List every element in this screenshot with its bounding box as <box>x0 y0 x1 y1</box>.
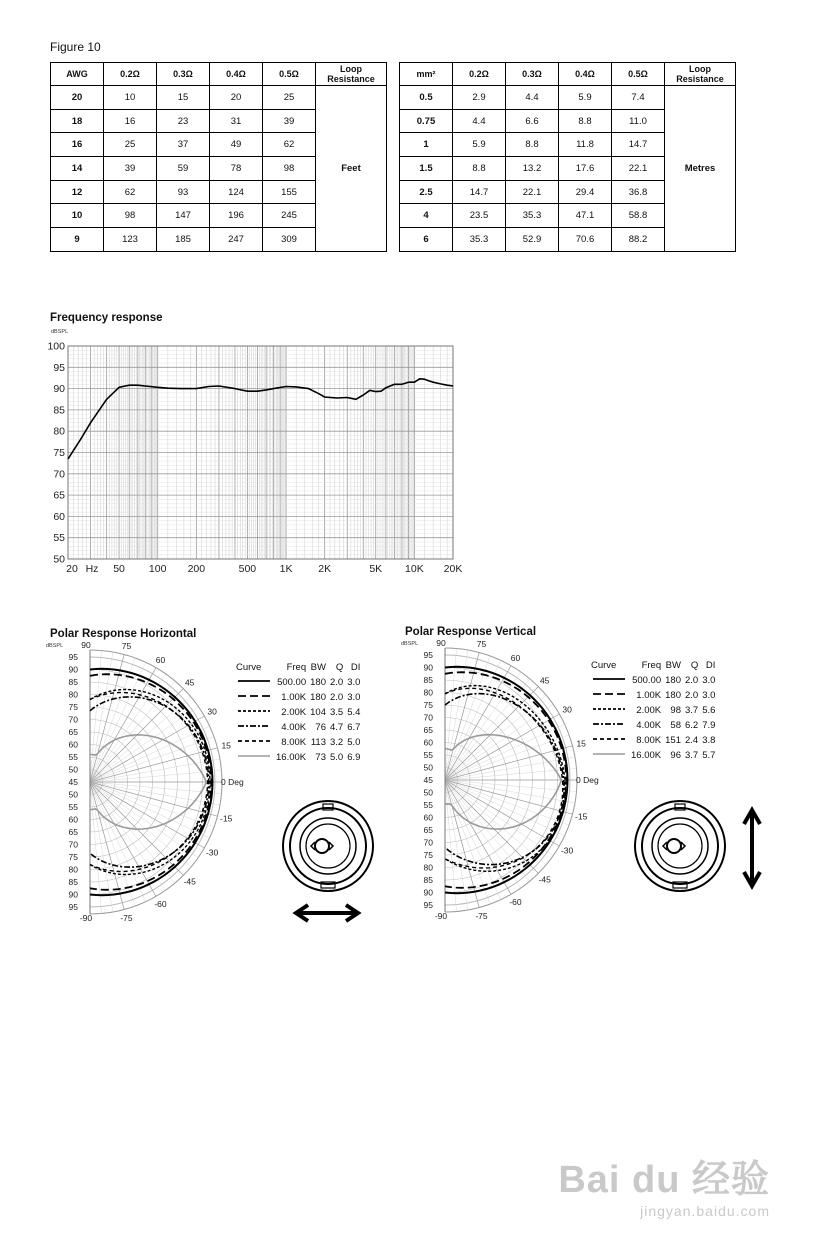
angle-tick-label: -60 <box>154 899 167 910</box>
angle-tick-label: -45 <box>538 874 551 885</box>
angle-tick-label: 30 <box>562 704 572 715</box>
angle-tick-label: -75 <box>120 913 133 924</box>
x-tick-label: 20 <box>66 563 78 575</box>
radial-tick-label: 50 <box>423 787 433 798</box>
legend-cell: 3.7 <box>684 750 699 761</box>
angle-tick-label: 90 <box>436 638 446 648</box>
radial-tick-label: 50 <box>68 764 78 775</box>
x-tick-label: 50 <box>113 563 125 575</box>
legend-header-cell: DI <box>705 660 716 671</box>
table-cell: 11.0 <box>612 109 665 133</box>
angle-tick-label: -30 <box>205 847 219 858</box>
legend-cell: 113 <box>310 737 326 748</box>
legend-swatch <box>234 705 274 720</box>
polar-grid-spoke <box>90 782 210 838</box>
y-tick-label: 100 <box>47 340 65 353</box>
y-tick-label: 75 <box>53 447 65 459</box>
legend-cell: 8.00K <box>281 737 307 748</box>
legend-row <box>234 675 362 690</box>
header-cell: Loop Resistance <box>316 63 387 86</box>
radial-tick-label: 65 <box>68 727 78 737</box>
x-tick-label: 2K <box>318 563 332 575</box>
polar-vertical-chart <box>385 638 599 923</box>
legend-cell: 96 <box>670 750 681 761</box>
legend-cell: 2.0 <box>684 675 699 686</box>
radial-tick-label: 60 <box>68 814 78 825</box>
polar-grid-spoke <box>445 746 573 780</box>
radial-tick-label: 75 <box>423 700 433 710</box>
row-header-cell: 0.5 <box>400 86 453 110</box>
row-header-cell: 6 <box>400 228 453 252</box>
angle-tick-label: -60 <box>509 897 522 908</box>
table-cell: 309 <box>263 228 316 252</box>
header-cell: 0.3Ω <box>157 63 210 86</box>
y-tick-label: 50 <box>53 553 65 566</box>
table-cell: 185 <box>157 228 210 252</box>
legend-cell: 180 <box>665 690 681 701</box>
table-cell: 14.7 <box>453 180 506 204</box>
legend-cell: 500.00 <box>277 677 307 688</box>
legend-header-cell: Curve <box>591 660 617 671</box>
legend-header-cell: BW <box>310 662 326 673</box>
legend-cell: 180 <box>310 692 326 703</box>
polar-grid-spoke <box>90 782 218 816</box>
legend-row <box>234 735 362 750</box>
table-cell: 6.6 <box>506 109 559 133</box>
radial-tick-label: 80 <box>68 689 78 700</box>
angle-tick-label: -75 <box>475 911 488 922</box>
watermark <box>558 1148 770 1219</box>
watermark-url: jingyan.baidu.com <box>640 1203 770 1219</box>
radial-tick-label: 90 <box>68 889 78 900</box>
frequency-response-line <box>68 379 453 459</box>
unit-cell: Metres <box>665 86 736 252</box>
angle-tick-label: -15 <box>220 813 233 824</box>
x-tick-label: 10K <box>405 563 424 575</box>
legend-cell: 6.7 <box>347 722 361 733</box>
legend-swatch <box>234 750 274 765</box>
angle-tick-label: 0 Deg <box>221 777 244 787</box>
header-cell: 0.2Ω <box>104 63 157 86</box>
table-cell: 4.4 <box>453 109 506 133</box>
legend-header-cell: Q <box>690 660 699 671</box>
legend-row <box>234 750 362 765</box>
table-cell: 15 <box>157 86 210 110</box>
radial-tick-label: 85 <box>423 875 433 885</box>
radial-tick-label: 55 <box>423 800 433 810</box>
table-cell: 25 <box>104 133 157 157</box>
table-cell: 39 <box>263 109 316 133</box>
legend-row <box>234 720 362 735</box>
legend-swatch <box>589 718 629 733</box>
legend-cell: 2.00K <box>281 707 307 718</box>
polar-vertical-title: Polar Response Vertical <box>405 626 537 638</box>
legend-row <box>589 733 717 748</box>
legend-cell: 3.2 <box>329 737 344 748</box>
header-cell: AWG <box>51 63 104 86</box>
legend-cell: 1.00K <box>636 690 662 701</box>
table-cell: 70.6 <box>559 228 612 252</box>
angle-tick-label: 45 <box>539 675 550 686</box>
radial-tick-label: 90 <box>68 664 78 675</box>
unit-cell: Feet <box>316 86 387 252</box>
table-cell: 59 <box>157 157 210 181</box>
table-cell: 35.3 <box>453 228 506 252</box>
polar-grid-spoke <box>445 780 565 836</box>
legend-cell: 3.0 <box>347 692 361 703</box>
x-tick-label: 5K <box>369 563 383 575</box>
legend-row <box>234 705 362 720</box>
table-cell: 7.4 <box>612 86 665 110</box>
y-tick-label: 80 <box>53 425 65 438</box>
polar-grid-spoke <box>445 660 501 780</box>
legend-cell: 2.0 <box>329 677 344 688</box>
radial-tick-label: 60 <box>423 812 433 823</box>
table-cell: 11.8 <box>559 133 612 157</box>
table-cell: 196 <box>210 204 263 228</box>
table-cell: 17.6 <box>559 157 612 181</box>
radial-tick-label: 80 <box>423 687 433 698</box>
table-cell: 98 <box>263 157 316 181</box>
y-tick-label: 95 <box>53 361 65 374</box>
header-cell: 0.2Ω <box>453 63 506 86</box>
table-cell: 247 <box>210 228 263 252</box>
table-cell: 14.7 <box>612 133 665 157</box>
table-cell: 10 <box>104 86 157 110</box>
legend-header-cell: Q <box>335 662 344 673</box>
polar-curve-16.00K <box>445 735 561 829</box>
radial-tick-label: 60 <box>68 739 78 750</box>
legend-header-cell: Freq <box>641 660 662 671</box>
table-cell: 22.1 <box>506 180 559 204</box>
legend-cell: 5.0 <box>329 752 344 763</box>
angle-tick-label: -45 <box>183 876 196 887</box>
radial-tick-label: 65 <box>423 725 433 735</box>
x-tick-label: Hz <box>85 563 99 575</box>
legend-cell: 58 <box>670 720 681 731</box>
x-tick-label: 100 <box>148 563 167 575</box>
polar-unit-label: dBSPL <box>401 641 419 647</box>
legend-cell: 5.4 <box>347 707 361 718</box>
row-header-cell: 4 <box>400 204 453 228</box>
legend-cell: 3.0 <box>347 677 361 688</box>
table-cell: 13.2 <box>506 157 559 181</box>
radial-tick-label: 85 <box>68 877 78 887</box>
table-cell: 49 <box>210 133 263 157</box>
legend-cell: 2.0 <box>329 692 344 703</box>
radial-tick-label: 90 <box>423 887 433 898</box>
header-cell: Loop Resistance <box>665 63 736 86</box>
table-cell: 22.1 <box>612 157 665 181</box>
legend-swatch <box>234 720 274 735</box>
legend-swatch <box>589 688 629 703</box>
table-cell: 35.3 <box>506 204 559 228</box>
table-cell: 147 <box>157 204 210 228</box>
radial-tick-label: 45 <box>423 775 433 785</box>
row-header-cell: 10 <box>51 204 104 228</box>
legend-cell: 2.00K <box>636 705 662 716</box>
x-tick-label: 200 <box>187 563 206 575</box>
legend-cell: 6.9 <box>347 752 361 763</box>
header-cell: 0.5Ω <box>263 63 316 86</box>
table-cell: 88.2 <box>612 228 665 252</box>
row-header-cell: 2.5 <box>400 180 453 204</box>
angle-tick-label: -90 <box>434 911 448 921</box>
speaker-horizontal-icon <box>278 800 388 930</box>
table-cell: 29.4 <box>559 180 612 204</box>
polar-horizontal-chart <box>30 640 244 925</box>
row-header-cell: 16 <box>51 133 104 157</box>
table-cell: 5.9 <box>559 86 612 110</box>
watermark-logo: Bai du 经验 <box>558 1159 770 1201</box>
legend-cell: 6.2 <box>684 720 699 731</box>
polar-vertical-legend <box>589 658 717 763</box>
angle-tick-label: 15 <box>221 740 231 751</box>
legend-cell: 76 <box>315 722 326 733</box>
table-header-row <box>400 63 736 86</box>
y-tick-label: 90 <box>53 383 65 396</box>
row-header-cell: 14 <box>51 157 104 181</box>
legend-row <box>589 703 717 718</box>
angle-tick-label: 75 <box>476 638 487 649</box>
table-cell: 8.8 <box>453 157 506 181</box>
radial-tick-label: 65 <box>423 825 433 835</box>
frequency-response-unit: dBSPL <box>51 329 69 335</box>
legend-header-cell: Curve <box>236 662 262 673</box>
angle-tick-label: 60 <box>155 654 166 665</box>
legend-cell: 98 <box>670 705 681 716</box>
angle-tick-label: 0 Deg <box>576 775 599 785</box>
radial-tick-label: 70 <box>68 714 78 725</box>
table-cell: 2.9 <box>453 86 506 110</box>
y-tick-label: 55 <box>53 532 65 545</box>
table-cell: 47.1 <box>559 204 612 228</box>
radial-tick-label: 75 <box>423 850 433 860</box>
table-cell: 5.9 <box>453 133 506 157</box>
row-header-cell: 18 <box>51 109 104 133</box>
radial-tick-label: 45 <box>68 777 78 787</box>
radial-tick-label: 55 <box>68 802 78 812</box>
legend-cell: 5.6 <box>702 705 716 716</box>
radial-tick-label: 70 <box>423 712 433 723</box>
x-tick-label: 1K <box>279 563 293 575</box>
row-header-cell: 0.75 <box>400 109 453 133</box>
legend-cell: 16.00K <box>276 752 307 763</box>
legend-swatch <box>589 673 629 688</box>
radial-tick-label: 95 <box>68 902 78 912</box>
legend-cell: 8.00K <box>636 735 662 746</box>
polar-horizontal-legend <box>234 660 362 765</box>
radial-tick-label: 65 <box>68 827 78 837</box>
radial-tick-label: 90 <box>423 662 433 673</box>
radial-tick-label: 50 <box>423 762 433 773</box>
radial-tick-label: 95 <box>423 650 433 660</box>
radial-tick-label: 55 <box>423 750 433 760</box>
legend-swatch <box>234 690 274 705</box>
angle-tick-label: 75 <box>121 640 132 651</box>
legend-swatch <box>589 733 629 748</box>
header-cell: 0.3Ω <box>506 63 559 86</box>
table-header-row <box>51 63 387 86</box>
row-header-cell: 1.5 <box>400 157 453 181</box>
y-tick-label: 70 <box>53 468 65 481</box>
row-header-cell: 12 <box>51 180 104 204</box>
legend-cell: 180 <box>665 675 681 686</box>
table-cell: 78 <box>210 157 263 181</box>
angle-tick-label: 90 <box>81 640 91 650</box>
table-cell: 23 <box>157 109 210 133</box>
figure-label: Figure 10 <box>50 40 101 54</box>
wire-gauge-table-metric <box>399 62 736 252</box>
legend-row <box>234 690 362 705</box>
table-cell: 39 <box>104 157 157 181</box>
legend-cell: 3.0 <box>702 675 716 686</box>
table-row <box>51 86 387 110</box>
wire-gauge-table-awg <box>50 62 387 252</box>
legend-cell: 5.0 <box>347 737 361 748</box>
legend-cell: 104 <box>310 707 326 718</box>
y-tick-label: 65 <box>53 489 65 502</box>
table-cell: 62 <box>263 133 316 157</box>
legend-cell: 16.00K <box>631 750 662 761</box>
table-cell: 8.8 <box>506 133 559 157</box>
polar-curve-4.00K <box>445 694 564 865</box>
legend-header-cell: DI <box>350 662 361 673</box>
legend-cell: 3.7 <box>684 705 699 716</box>
legend-cell: 4.7 <box>329 722 344 733</box>
radial-tick-label: 95 <box>423 900 433 910</box>
legend-row <box>589 673 717 688</box>
table-cell: 25 <box>263 86 316 110</box>
legend-cell: 5.7 <box>702 750 716 761</box>
legend-cell: 7.9 <box>702 720 716 731</box>
x-tick-label: 20K <box>443 563 463 575</box>
header-cell: 0.5Ω <box>612 63 665 86</box>
legend-header-cell: BW <box>665 660 681 671</box>
legend-cell: 3.0 <box>702 690 716 701</box>
radial-tick-label: 55 <box>68 752 78 762</box>
table-cell: 62 <box>104 180 157 204</box>
frequency-response-chart <box>30 336 470 578</box>
table-cell: 16 <box>104 109 157 133</box>
row-header-cell: 20 <box>51 86 104 110</box>
angle-tick-label: -90 <box>79 913 93 923</box>
legend-cell: 4.00K <box>281 722 307 733</box>
legend-row <box>589 748 717 763</box>
radial-tick-label: 80 <box>423 862 433 873</box>
legend-cell: 73 <box>315 752 326 763</box>
legend-header-row <box>234 660 362 675</box>
radial-tick-label: 85 <box>68 677 78 687</box>
angle-tick-label: 30 <box>207 706 217 717</box>
table-cell: 124 <box>210 180 263 204</box>
table-cell: 155 <box>263 180 316 204</box>
frequency-response-title: Frequency response <box>50 312 163 324</box>
legend-swatch <box>234 675 274 690</box>
legend-cell: 2.0 <box>684 690 699 701</box>
row-header-cell: 1 <box>400 133 453 157</box>
legend-swatch <box>589 703 629 718</box>
row-header-cell: 9 <box>51 228 104 252</box>
legend-header-cell: Freq <box>286 662 307 673</box>
table-cell: 93 <box>157 180 210 204</box>
legend-cell: 500.00 <box>632 675 662 686</box>
legend-row <box>589 718 717 733</box>
table-cell: 98 <box>104 204 157 228</box>
polar-grid-spoke <box>90 726 210 782</box>
polar-unit-label: dBSPL <box>46 643 64 649</box>
speaker-vertical-icon <box>630 800 770 895</box>
table-cell: 58.8 <box>612 204 665 228</box>
x-tick-label: 500 <box>238 563 257 575</box>
header-cell: 0.4Ω <box>559 63 612 86</box>
y-tick-label: 60 <box>53 510 65 523</box>
header-cell: 0.4Ω <box>210 63 263 86</box>
polar-grid-spoke <box>90 782 146 902</box>
polar-horizontal-title: Polar Response Horizontal <box>50 628 197 640</box>
legend-cell: 3.5 <box>329 707 344 718</box>
radial-tick-label: 95 <box>68 652 78 662</box>
table-cell: 8.8 <box>559 109 612 133</box>
radial-tick-label: 85 <box>423 675 433 685</box>
polar-grid-spoke <box>90 662 146 782</box>
radial-tick-label: 80 <box>68 864 78 875</box>
table-cell: 37 <box>157 133 210 157</box>
table-row <box>400 86 736 110</box>
radial-tick-label: 70 <box>423 837 433 848</box>
table-cell: 4.4 <box>506 86 559 110</box>
table-cell: 123 <box>104 228 157 252</box>
table-cell: 23.5 <box>453 204 506 228</box>
legend-cell: 3.8 <box>702 735 716 746</box>
radial-tick-label: 60 <box>423 737 433 748</box>
angle-tick-label: 60 <box>510 652 521 663</box>
polar-grid-spoke <box>445 780 501 900</box>
y-tick-label: 85 <box>53 404 65 417</box>
legend-swatch <box>234 735 274 750</box>
angle-tick-label: -15 <box>575 811 588 822</box>
legend-cell: 180 <box>310 677 326 688</box>
legend-cell: 4.00K <box>636 720 662 731</box>
legend-cell: 1.00K <box>281 692 307 703</box>
angle-tick-label: 15 <box>576 738 586 749</box>
radial-tick-label: 70 <box>68 839 78 850</box>
table-cell: 31 <box>210 109 263 133</box>
header-cell: mm² <box>400 63 453 86</box>
table-cell: 20 <box>210 86 263 110</box>
radial-tick-label: 75 <box>68 852 78 862</box>
radial-tick-label: 50 <box>68 789 78 800</box>
legend-header-row <box>589 658 717 673</box>
table-cell: 52.9 <box>506 228 559 252</box>
legend-cell: 151 <box>665 735 681 746</box>
table-cell: 245 <box>263 204 316 228</box>
polar-grid-spoke <box>445 768 576 780</box>
angle-tick-label: -30 <box>560 845 574 856</box>
polar-grid-spoke <box>90 748 218 782</box>
legend-row <box>589 688 717 703</box>
legend-cell: 2.4 <box>684 735 699 746</box>
radial-tick-label: 75 <box>68 702 78 712</box>
table-cell: 36.8 <box>612 180 665 204</box>
angle-tick-label: 45 <box>184 677 195 688</box>
legend-swatch <box>589 748 629 763</box>
